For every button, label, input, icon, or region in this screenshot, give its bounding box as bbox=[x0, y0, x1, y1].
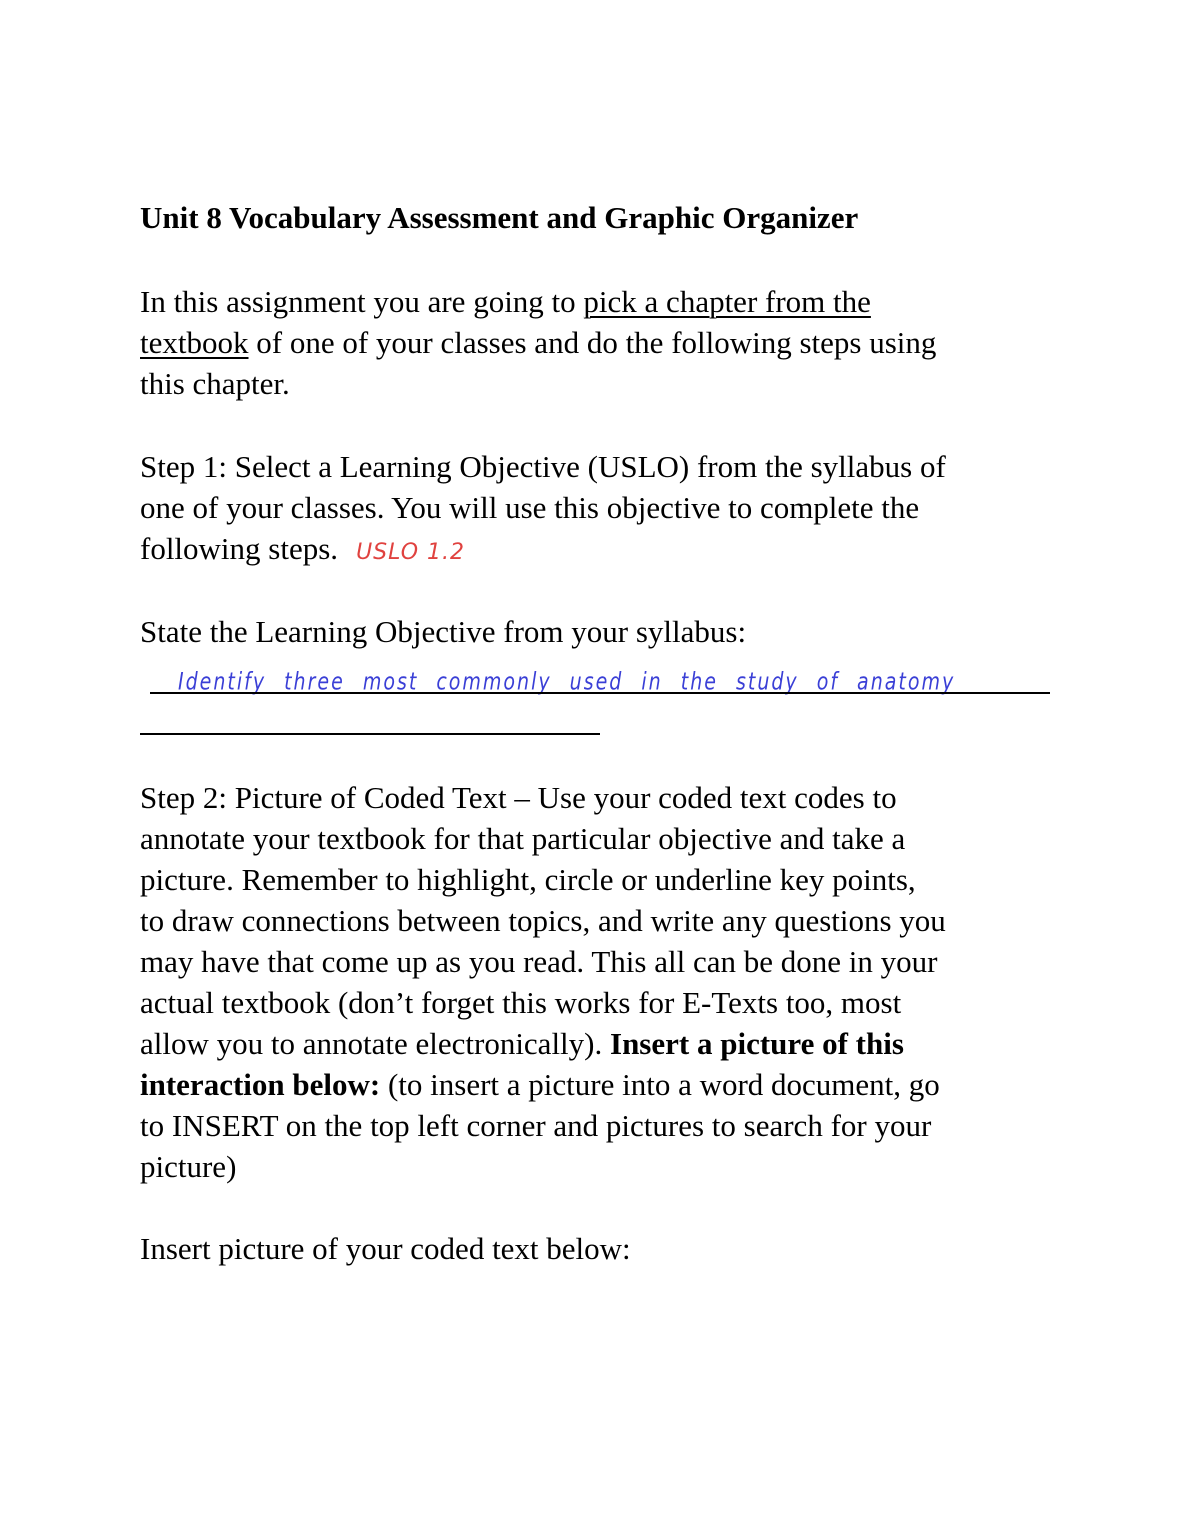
answer-line-1 bbox=[150, 692, 1050, 694]
intro-underlined-text: textbook bbox=[140, 325, 249, 360]
step1-line-3 bbox=[140, 528, 1070, 573]
step1-paragraph bbox=[140, 446, 1070, 573]
step2-line-10: picture) bbox=[140, 1149, 237, 1184]
handwritten-objective-answer: Identify three most commonly used in the study of anatomy bbox=[178, 668, 956, 696]
intro-line-1 bbox=[140, 281, 1070, 322]
step2-line-6: actual textbook (don’t forget this works for E-Texts too, most bbox=[140, 985, 902, 1020]
step2-line-2: annotate your textbook for that particular objective and take a bbox=[140, 821, 906, 856]
document-title: Unit 8 Vocabulary Assessment and Graphic Organizer bbox=[140, 200, 859, 235]
step2-line-3: picture. Remember to highlight, circle or underline key points, bbox=[140, 862, 916, 897]
step2-line-9: to INSERT on the top left corner and pictures to search for your bbox=[140, 1108, 932, 1143]
insert-picture-prompt bbox=[140, 1228, 1070, 1269]
intro-text: of one of your classes and do the following steps using bbox=[248, 325, 937, 360]
step1-text: following steps. bbox=[140, 531, 339, 566]
step2-line-7 bbox=[140, 1023, 1070, 1064]
state-objective-text: State the Learning Objective from your syllabus: bbox=[140, 614, 747, 649]
intro-paragraph bbox=[140, 281, 1070, 404]
step1-line-2: one of your classes. You will use this objective to complete the bbox=[140, 490, 920, 525]
insert-picture-text: Insert picture of your coded text below: bbox=[140, 1231, 631, 1266]
step2-line-4: to draw connections between topics, and write any questions you bbox=[140, 903, 946, 938]
intro-underlined-text: pick a chapter from the bbox=[583, 284, 871, 319]
step2-text: allow you to annotate electronically). bbox=[140, 1026, 610, 1061]
step2-paragraph bbox=[140, 777, 1070, 1187]
intro-line-2 bbox=[140, 322, 1070, 363]
handwritten-uslo-note: USLO 1.2 bbox=[356, 540, 466, 565]
step1-line-1: Step 1: Select a Learning Objective (USLO) from the syllabus of bbox=[140, 449, 946, 484]
intro-text: In this assignment you are going to bbox=[140, 284, 584, 319]
step2-text: (to insert a picture into a word document, go bbox=[380, 1067, 940, 1102]
step2-bold-text: Insert a picture of this bbox=[610, 1026, 904, 1061]
step2-line-8 bbox=[140, 1064, 1070, 1105]
step2-bold-text: interaction below: bbox=[140, 1067, 381, 1102]
step2-line-5: may have that come up as you read. This all can be done in your bbox=[140, 944, 938, 979]
intro-line-3: this chapter. bbox=[140, 366, 290, 401]
answer-line-2 bbox=[140, 733, 600, 735]
step2-line-1: Step 2: Picture of Coded Text – Use your coded text codes to bbox=[140, 780, 897, 815]
state-objective-prompt bbox=[140, 611, 1070, 652]
